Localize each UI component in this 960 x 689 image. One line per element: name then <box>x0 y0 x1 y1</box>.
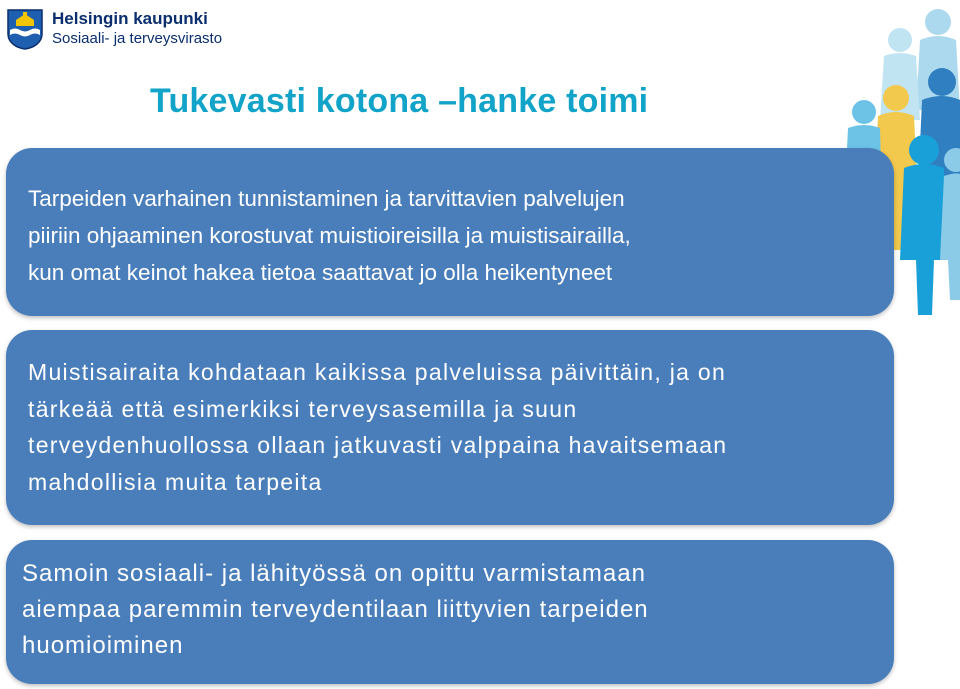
panel-2-line-3: terveydenhuollossa ollaan jatkuvasti valppaina havaitsemaan <box>28 432 728 458</box>
panel-2-line-4: mahdollisia muita tarpeita <box>28 468 323 495</box>
logo-line-2: Sosiaali- ja terveysvirasto <box>52 30 223 47</box>
info-panel-2 <box>6 330 894 525</box>
panel-3-line-1: Samoin sosiaali- ja lähityössä on opittu varmistamaan <box>22 560 646 587</box>
helsinki-crest-icon <box>6 8 44 50</box>
panel-3-line-3: huomioiminen <box>22 632 184 659</box>
info-panel-1 <box>6 148 894 316</box>
panel-2-line-1: Muistisairaita kohdataan kaikissa palveluissa päivittäin, ja on <box>28 359 727 385</box>
panel-2-line-2: tärkeää että esimerkiksi terveysasemilla ja suun <box>28 395 578 422</box>
info-panel-3 <box>6 540 894 684</box>
panel-1-line-3: kun omat keinot hakea tietoa saattavat jo olla heikentyneet <box>28 260 613 285</box>
panel-3-line-2: aiempaa paremmin terveydentilaan liittyvien tarpeiden <box>22 596 649 623</box>
helsinki-logo <box>6 8 222 50</box>
page-title: Tukevasti kotona –hanke toimi <box>150 82 649 120</box>
panel-1-line-1: Tarpeiden varhainen tunnistaminen ja tarvittavien palvelujen <box>28 186 625 211</box>
logo-line-1: Helsingin kaupunki <box>52 9 208 28</box>
panel-1-line-2: piiriin ohjaaminen korostuvat muistioireisilla ja muistisairailla, <box>28 223 631 248</box>
